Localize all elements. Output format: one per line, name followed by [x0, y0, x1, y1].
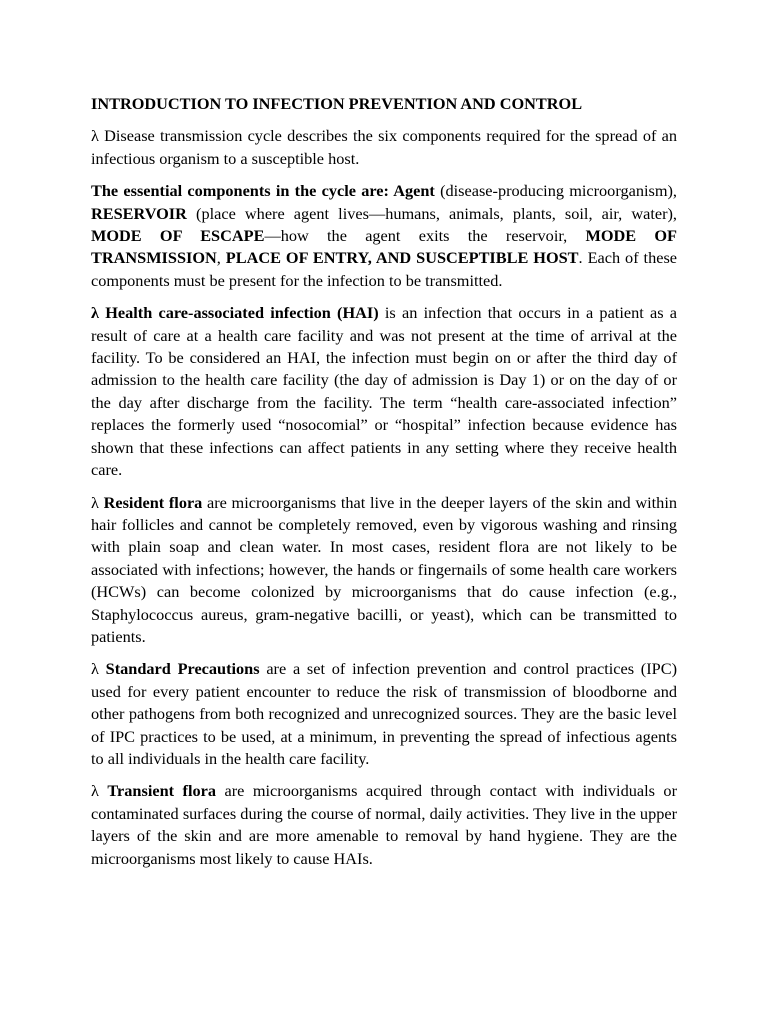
term-place-of-entry: PLACE OF ENTRY, AND SUSCEPTIBLE HOST — [225, 248, 579, 268]
term-hai: Health care-associated infection (HAI) — [105, 303, 379, 323]
paragraph-resident-flora — [91, 492, 677, 649]
term-resident-flora: Resident flora — [103, 492, 203, 512]
paragraph-transient-flora — [91, 780, 677, 870]
term-mode-of-transmission: MODE OF TRANSMISSION — [91, 226, 677, 268]
paragraph-text: Disease transmission cycle describes the six components required for the spread of an infectious organism to a susceptible host. — [91, 126, 677, 168]
document-body — [91, 93, 677, 880]
bullet-symbol: λ — [91, 126, 99, 146]
paragraph-text: . Each of these components must be present for the infection to be transmitted. — [91, 248, 678, 290]
paragraph-text: (disease-producing microorganism), — [434, 181, 677, 201]
paragraph-hai — [91, 302, 677, 481]
bullet-symbol: λ — [91, 659, 99, 679]
paragraph-text: is an infection that occurs in a patient as a result of care at a health care facility and was not present at the time of arrival at the facility. To be considered an HAI, the infection must begin on or after the third day of admission to the health care facility (the day of admission is Day 1) or on the day of or the day after discharge from the facility. The term “health care-associated infection” replaces the formerly used “nosocomial” or “hospital” infection because evidence has shown that these infections can affect patients in any setting where they receive health care. — [91, 303, 677, 480]
paragraph-text: are microorganisms that live in the deeper layers of the skin and within hair follicles and cannot be completely removed, even by vigorous washing and rinsing with plain soap and clean water. In most cases, resident flora are not likely to be associated with infections; however, the hands or fingernails of some health care workers (HCWs) can become colonized by microorganisms that do cause infection (e.g., Staphylococcus aureus, gram-negative bacilli, or yeast), which can be transmitted to patients. — [91, 492, 677, 646]
document-title: INTRODUCTION TO INFECTION PREVENTION AND CONTROL — [91, 94, 583, 113]
paragraph-transmission-cycle — [91, 125, 677, 170]
paragraph-text: are a set of infection prevention and control practices (IPC) used for every patient encounter to reduce the risk of transmission of bloodborne and other pathogens from both recognized and unrecognized sources. They are the basic level of IPC practices to be used, at a minimum, in preventing the spread of infectious agents to all individuals in the health care facility. — [91, 659, 677, 768]
paragraph-essential-components — [91, 180, 677, 292]
paragraph-standard-precautions — [91, 658, 677, 770]
term-reservoir: RESERVOIR — [91, 203, 187, 223]
paragraph-text: (place where agent lives—humans, animals, plants, soil, air, water), — [186, 203, 677, 223]
paragraph-text: are microorganisms acquired through contact with individuals or contaminated surfaces during the course of normal, daily activities. They live in the upper layers of the skin and are more amenable to removal by hand hygiene. They are the microorganisms most likely to cause HAIs. — [91, 781, 677, 868]
paragraph-text: —how the agent exits the reservoir, — [264, 226, 586, 246]
paragraph-text: , — [216, 248, 226, 268]
bullet-symbol: λ — [91, 492, 99, 512]
bullet-symbol: λ — [91, 303, 99, 323]
term-mode-of-escape: MODE OF ESCAPE — [91, 226, 265, 246]
term-transient-flora: Transient flora — [107, 781, 216, 801]
bullet-symbol: λ — [91, 781, 99, 801]
term-standard-precautions: Standard Precautions — [105, 659, 260, 679]
term-components-lead: The essential components in the cycle are: Agent — [91, 181, 435, 201]
